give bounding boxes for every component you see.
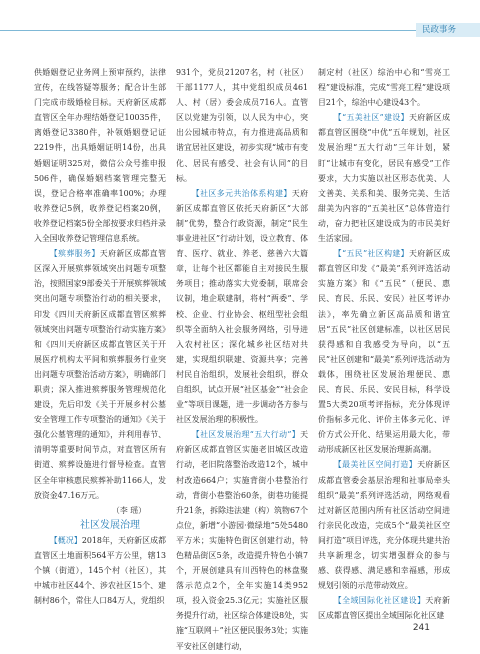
paragraph-overview: [34, 533, 166, 608]
header-rule: [0, 30, 416, 31]
section-title: 社区发展治理: [80, 519, 140, 531]
section-tab-label: 民政事务: [422, 25, 457, 35]
column-left: [34, 65, 166, 608]
paragraph-heading: 【最美社区空间打造】: [333, 460, 418, 470]
paragraph: 供婚姻登记业务网上预审预约，法律宣传，在线答疑等服务；配合计生部门完成市级婚检目标。天府新区成都直管区全年办理结婚登记10035件，离婚登记3380件，补领婚姻登记证2219件，出具婚姻证明14份，出具婚姻证明325对，微信公众号推申报506件，确保婚姻档案管理完整无误，登记合格率准确率100%；办理收养登记5例，收养登记档案20例，收养登记档案5份全部按要求归档并录入全国收养登记管理信息系统。: [34, 68, 166, 244]
paragraph-heading: 【“五民”社区构建】: [333, 249, 409, 259]
page-header: [0, 23, 480, 37]
page-number: 241: [412, 623, 430, 633]
paragraph-text: 天府新区成都直管区依托天府新区“大部制”优势，整合行政资源，制定“民生事业进社区”行动计划，设立教育、体育、医疗、就业、养老、慈善六大篇章，让每个社区都能自主对接民生服务项目；推动落实大党委制，联席会议制，地企联建制，将村“两委”、学校、企业、行业协会、枢纽型社会组织等全面纳入社会服务网络，引导进入农村社区；深化城乡社区结对共建，实现组织联建、资源共享；完善村民自治组织，发展社会组织，群众自组织，试点开展“社区基金”“社会企业”等项目课题，进一步调动各方参与社区发展治理的积极性。: [176, 188, 308, 425]
paragraph-heading: 【概况】: [49, 535, 82, 545]
paragraph-heading: 【殡葬服务】: [49, 249, 100, 259]
paragraph-text: 2018年，天府新区成都直管区土地面积564平方公里，辖13个镇（街道），145个村（社区），其中城市社区44个、涉农社区15个、建制村86个，常住人口84万人，党组织: [34, 535, 166, 606]
paragraph-heading: 【全域国际化社区建设】: [333, 596, 426, 606]
paragraph-heading: 【“五美社区”建设】: [333, 113, 409, 123]
paragraph-text: 天府新区成都直管区围绕“中优”五年规划，社区发展治理“五大行动”三年计划，紧盯“让城市有变化，居民有感受”工作要求，大力实施以社区形态优美、人文善美、关系和美、服务完美、生活甜美为内容的“五美社区”总体营造行动，奋力把社区建设成为的市民美好生活家园。: [318, 113, 450, 244]
column-right: [318, 65, 450, 623]
paragraph-text: 天府新区成都直管委会基层治理和社事局牵头组织“最美”系列评选活动，网络观看过对新区范围内所有社区活动空间进行亲民化改造，完成5个“最美社区空间打造”项目评选，充分体现共建共治共享新理念，切实增强群众的参与感、获得感、满足感和幸福感，形成规划引领的示范带动效应。: [318, 460, 450, 591]
paragraph-five-beauty: [318, 110, 450, 246]
section-tab: [416, 23, 480, 37]
paragraph-international: [318, 593, 450, 623]
paragraph-heading: 【社区发展治理“五大行动”】: [191, 430, 301, 440]
author-signature: （李 瑶）: [111, 505, 146, 515]
paragraph: 制定村（社区）综治中心和“雪亮工程”建设标准，完成“雪亮工程”建设项目21个，综治中心建设43个。: [318, 68, 450, 108]
paragraph-governance: [176, 186, 308, 428]
paragraph-text: 天府新区成都直管区深入开展殡葬领域突出问题专项整治，按照国家9部委关于开展殡葬领域突出问题专项整治行动的相关要求，印发《四川天府新区成都直管区殡葬领域突出问题专项整治行动实施方案》和《四川天府新区成都直管区关于开展医疗机构太平间和殡葬服务行业突出问题专项整治活动方案》，明确部门职责；深入推进殡葬服务管理规范化建设，先后印发《关于开展乡村公墓安全管理工作专项整治的通知》《关于强化公墓管理的通知》，并利用春节、清明等重要时间节点，对直管区所有街道、殡葬设施进行督导检查。直管区全年审核惠民殡葬补助1166人，发放资金47.16万元。: [34, 249, 166, 500]
paragraph-text: 天府新区成都直管区实施老旧城区改造行动，老旧院落整治改造12个，城中村改造664户；实施背街小巷整治行动，背街小巷整治60条，街巷功能提升21条，拆除违法建（构）筑物67个点位，新增“小游园·微绿地”5处5480平方米；实施特色街区创建行动，特色精品街区5条，改造提升特色小镇7个，开展创建具有川西特色的林盘聚落示范点2个，全年实施14类952项，投入资金25.3亿元；实施社区服务提升行动，社区综合体建设8处，实施“互联网＋”社区便民服务3处；实施平安社区创建行动，: [176, 430, 308, 651]
paragraph-five-people: [318, 246, 450, 457]
paragraph-heading: 【社区多元共治体系构建】: [191, 188, 292, 198]
paragraph: 931个，党员21207名，村（社区）干部1177人，其中党组织成员461人、村（居）委会成员716人。直管区以党建为引领，以人民为中心，突出公园城市特点，有力推进高品质和谐宜居社区建设，初步实现“城市有变化、居民有感受、社会有认同”的目标。: [176, 68, 308, 183]
column-middle: [176, 65, 308, 654]
paragraph-funeral: [34, 246, 166, 503]
paragraph-text: 天府新区成都直管区提出全域国际化社区建: [318, 596, 450, 621]
paragraph-text: 天府新区成都直管区印发《“最美”系列评选活动实施方案》和《“五民”（便民、惠民、育民、乐民、安民）社区考评办法》，率先确立新区高品质和谐宜居“五民”社区创建标准，以社区居民获得感和自我感受为导向，以“五民”社区创建和“最美”系列评选活动为载体，围绕社区发展治理便民、惠民、育民、乐民、安民目标，科学设置5大类20项考评指标，充分体现评价指标多元化、评价主体多元化、评价方式公开化、结果运用最大化，带动形成新区社区发展治理新高潮。: [318, 249, 450, 455]
paragraph-five-actions: [176, 427, 308, 653]
paragraph-space: [318, 457, 450, 593]
